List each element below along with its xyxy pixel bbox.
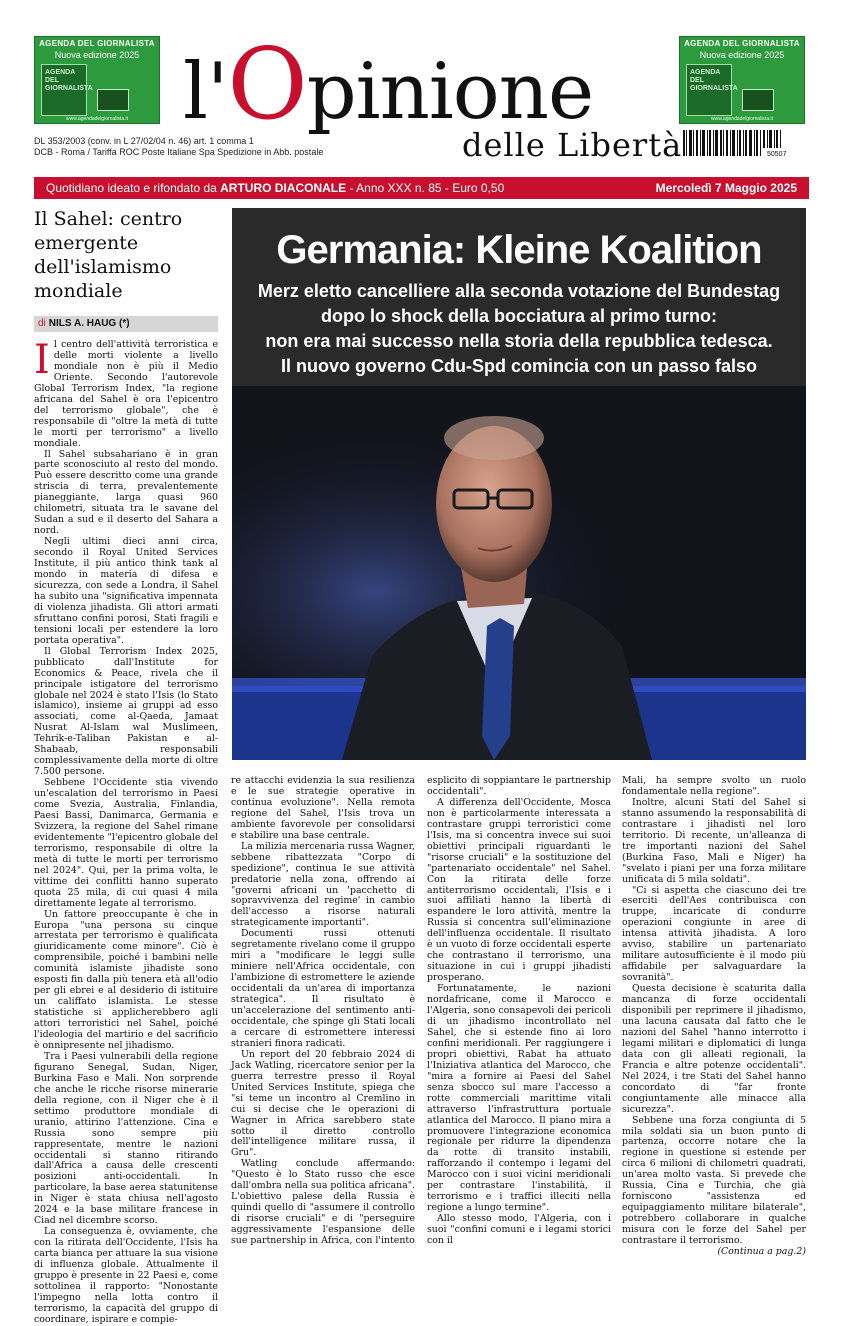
- lead-deck: Merz eletto cancelliere alla seconda votazione del Bundestag dopo lo shock della bocciatura al primo turno: non era mai successo nella storia della repubblica tedesca. Il nuovo governo Cdu-Spd comincia con un passo falso: [257, 281, 781, 376]
- advert-agenda-left[interactable]: [34, 36, 160, 124]
- postal-legal-notice: DL 353/2003 (conv. in L 27/02/04 n. 46) art. 1 comma 1 DCB - Roma / Tariffa ROC Poste Italiane Spa Spedizione in Abb. postale: [34, 136, 324, 157]
- article-column-2: re attacchi evidenzia la sua resilienza e le sue strategie operative in continua evoluzione". Nella remota regione del Sahel, l'Isis trova un ambiente favorevole per consolidarsi e stabilire una base centrale. La milizia mercenaria russa Wagner, sebbene ribattezzata "Corpo di spedizione", continua le sue attività predatorie nella zona, offrendo ai "governi africani un 'pacchetto di sopravvivenza del regime' in cambio dell'accesso a risorse naturali strategicamente importanti". Documenti russi ottenuti segretamente rivelano come il gruppo miri a "modificare le leggi sulle miniere nell'Africa occidentale, con l'ambizione di estromettere le aziende occidentali da un'area di importanza strategica". Il risultato è un'accelerazione del sentimento anti-occidentale, che spinge gli Stati locali a cercare di estromettere interessi stranieri finora radicati. Un report del 20 febbraio 2024 di Jack Watling, ricercatore senior per la guerra terrestre presso il Royal United Services Institute, spiega che "si teme un incontro al Cremlino in cui si decise che le operazioni di Wagner in Africa sarebbero state sotto il diretto controllo dell'intelligence militare russa, il Gru". Watling conclude affermando: "Questo è lo Stato russo che esce dall'ombra nella sua politica africana". L'obiettivo palese della Russia è quindi quello di "assumere il controllo di risorse cruciali" e di "perseguire aggressivamente l'espansione delle sue partnership in Africa, con l'intento: [231, 775, 415, 1247]
- lead-headline[interactable]: Germania: Kleine Koalition: [276, 228, 762, 272]
- author-name: NILS A. HAUG (*): [48, 318, 130, 329]
- founder-name: ARTURO DIACONALE: [220, 181, 347, 195]
- article-column-3: esplicito di soppiantare le partnership occidentali". A differenza dell'Occidente, Mosca non è particolarmente interessata a contrastare gruppi terroristici come l'Isis, ma si concentra invece sui suoi obiettivi principali riguardanti le "risorse cruciali" e la sostituzione del "partenariato occidentale" nel Sahel. Con la ritirata delle forze antiterrorismo occidentali, l'Isis e i suoi affiliati hanno la libertà di espandere le loro attività, mentre la Russia si concentra sull'eliminazione dell'influenza occidentale. Il risultato è un vuoto di forze occidentali esperte che contrastano il terrorismo, una situazione in cui i gruppi jihadisti prosperano. Fortunatamente, le nazioni nordafricane, come il Marocco e l'Algeria, sono consapevoli dei pericoli di un jihadismo incontrollato nel Sahel, che si estende fino ai loro confini meridionali. Per raggiungere i propri obiettivi, Rabat ha attuato l'Iniziativa atlantica del Marocco, che "mira a fornire ai Paesi del Sahel senza sbocco sul mare l'accesso a rotte commerciali marittime vitali attraverso l'infrastruttura portuale atlantica del Marocco. Il piano mira a promuovere l'integrazione economica regionale per ridurre la dipendenza da rotte di transito instabili, rafforzando il contempo i legami del Marocco con i suoi vicini meridionali per contrastare l'instabilità, il terrorismo e i traffici illeciti nella regione a lungo termine". Allo stesso modo, l'Algeria, con i suoi "confini comuni e i legami storici con il: [427, 775, 611, 1247]
- advert-title: AGENDA DEL GIORNALISTA: [39, 39, 155, 48]
- article-byline: di NILS A. HAUG (*): [34, 316, 218, 332]
- issue-date: Mercoledì 7 Maggio 2025: [655, 181, 797, 195]
- advert-title: AGENDA DEL GIORNALISTA: [684, 39, 800, 48]
- article-title-sahel[interactable]: Il Sahel: centro emergente dell'islamismo mondiale: [34, 208, 183, 302]
- article-column-4: Mali, ha sempre svolto un ruolo fondamentale nella regione". Inoltre, alcuni Stati del Sahel si stanno assumendo la responsabilità di contrastare i jihadisti nel loro territorio. Di recente, un'alleanza di tre importanti nazioni del Sahel (Burkina Faso, Mali e Niger) ha "svelato i piani per una forza militare unificata di 5 mila soldati". "Ci si aspetta che ciascuno dei tre eserciti dell'Aes contribuisca con truppe, incaricate di condurre operazioni congiunte in aree di intensa attività jihadista. A loro avviso, stabilire un partenariato militare autosufficiente è il modo più affidabile per salvaguardare la sovranità". Questa decisione è scaturita dalla mancanza di forze occidentali disponibili per reprimere il jihadismo, una lacuna causata dal fatto che le nazioni del Sahel "hanno interrotto i legami militari e diplomatici di lunga data con gli alleati regionali, la Francia e altre potenze occidentali". Nel 2024, i tre Stati del Sahel hanno concordato di "far fronte congiuntamente alle minacce alla sicurezza". Sebbene una forza congiunta di 5 mila soldati sia un buon punto di partenza, occorre notare che la regione in questione si estende per circa 6 milioni di chilometri quadrati, un'area molto vasta. Si prevede che Russia, Cina e Turchia, che già forniscono "assistenza ed equipaggiamento militare bilaterale", potrebbero collaborare in qualche misura con le forze del Sahel per contrastare il terrorismo. (Continua a pag.2): [622, 775, 806, 1257]
- continued-link[interactable]: (Continua a pag.2): [717, 1245, 806, 1257]
- politician-portrait-image: [232, 386, 806, 760]
- advert-edition: Nuova edizione 2025: [54, 50, 140, 60]
- newspaper-logo-subtitle: delle Libertà: [462, 126, 683, 164]
- newspaper-logo[interactable]: l'Opinione: [183, 28, 594, 142]
- advert-footer: www.agendadelgiornalista.it: [711, 116, 773, 122]
- advert-laptop-image: [742, 89, 774, 111]
- advert-edition: Nuova edizione 2025: [699, 50, 785, 60]
- edition-info-bar: Quotidiano ideato e rifondato da ARTURO DIACONALE - Anno XXX n. 85 - Euro 0,50 Mercoledì 7 Maggio 2025: [34, 177, 809, 199]
- lead-story-panel[interactable]: [232, 208, 806, 760]
- article-column-1: Il centro dell'attività terroristica e delle morti violente a livello mondiale non è più il Medio Oriente. Secondo l'autorevole Global Terrorism Index, "la regione africana del Sahel è ora l'epicentro del terrorismo globale", che è responsabile di "oltre la metà di tutte le morti per terrorismo" a livello mondiale. Il Sahel subsahariano è in gran parte sconosciuto al resto del mondo. Può essere descritto come una grande striscia di terra, prevalentemente pianeggiante, larga quasi 960 chilometri, situata tra le savane del Sudan a sud e il deserto del Sahara a nord. Negli ultimi dieci anni circa, secondo il Royal United Services Institute, il più antico think tank al mondo in materia di difesa e sicurezza, con sede a Londra, il Sahel ha subito una "significativa impennata di violenza jihadista. Gli attori armati sfruttano confini porosi, Stati fragili e tensioni locali per estendere la loro portata operativa". Il Global Terrorism Index 2025, pubblicato dall'Institute for Economics & Peace, rivela che il principale istigatore del terrorismo globale nel 2024 è stato l'Isis (lo Stato islamico), insieme ai gruppi ad esso associati, come al-Qaeda, Jamaat Nusrat Al-Islam wal Muslimeen, Tehrik-e-Taliban Pakistan e al-Shabaab, responsabili complessivamente della morte di oltre 7.500 persone. Sebbene l'Occidente stia vivendo un'escalation del terrorismo in Paesi come Svezia, Australia, Finlandia, Paesi Bassi, Danimarca, Germania e Svizzera, la regione del Sahel rimane evidentemente "l'epicentro globale del terrorismo, responsabile di oltre la metà di tutte le morti per terrorismo nel 2024". Qui, per la prima volta, le vittime dei conflitti hanno superato quota 25 mila, di cui quasi 4 mila direttamente legate al terrorismo. Un fattore preoccupante è che in Europa "una persona su cinque arrestata per terrorismo è qualificata giuridicamente come minore". Ciò è comprensibile, poiché i bambini nelle comunità islamiste jihadiste sono esposti fin dalla più tenera età all'odio per gli ebrei e al desiderio di istituire un califfato islamista. Le stesse statistiche si applicherebbero agli attori terroristici nel Sahel, poiché l'ideologia del martirio e del sacrificio è onnipresente nel jihadismo. Tra i Paesi vulnerabili della regione figurano Senegal, Sudan, Niger, Burkina Faso e Mali. Non sorprende che anche le ricche risorse minerarie della regione, con il Niger che è il settimo produttore mondiale di uranio, attirino l'attenzione. Cina e Russia sono sempre più rappresentate, mentre le nazioni occidentali si stanno ritirando dall'Africa a causa delle crescenti posizioni anti-occidentali. In particolare, la base aerea statunitense in Niger è stata chiusa nell'agosto 2024 e la base militare francese in Ciad nel dicembre scorso. La conseguenza è, ovviamente, che con la ritirata dell'Occidente, l'Isis ha carta bianca per attuare la sua visione di influenza globale. Attualmente il gruppo è presente in 22 Paesi e, come sottolinea il rapporto: "Nonostante l'impegno nella lotta contro il terrorismo, la capacità del gruppo di coordinare, ispirare e compie-: [34, 337, 218, 1325]
- drop-cap: I: [34, 337, 50, 383]
- barcode-image: [683, 130, 793, 162]
- advert-footer: www.agendadelgiornalista.it: [66, 116, 128, 122]
- lead-photo: [232, 386, 806, 760]
- advert-agenda-right[interactable]: [679, 36, 805, 124]
- advert-book-image: AGENDA DEL GIORNALISTA: [686, 64, 732, 116]
- barcode-number: 50507: [767, 151, 787, 158]
- advert-book-image: AGENDA DEL GIORNALISTA: [41, 64, 87, 116]
- advert-laptop-image: [97, 89, 129, 111]
